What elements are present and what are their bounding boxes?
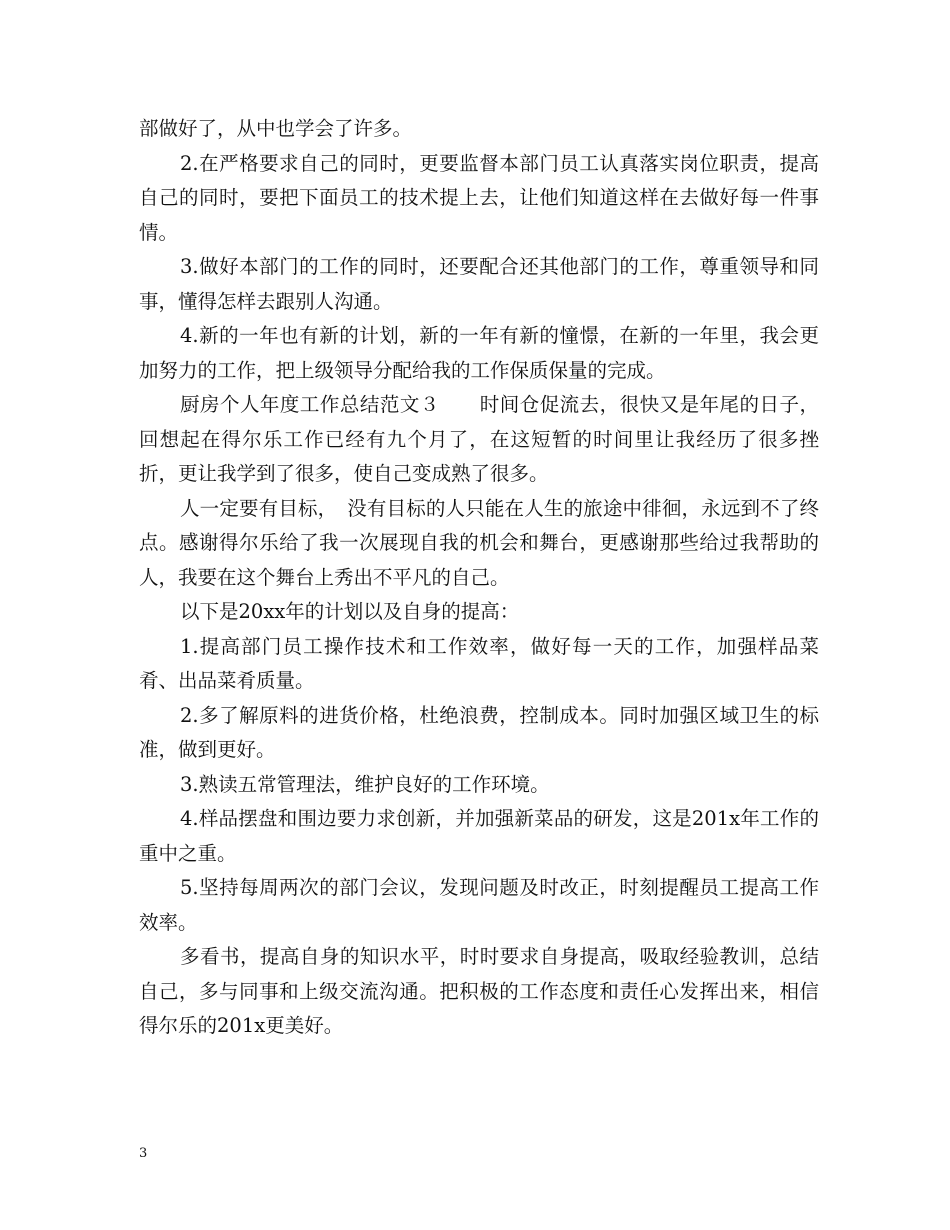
paragraph-4: 4.新的一年也有新的计划，新的一年有新的憧憬，在新的一年里，我会更加努力的工作，把上级领导分配给我的工作保质保量的完成。 [139,324,819,382]
paragraph-12: 5.坚持每周两次的部门会议，发现问题及时改正，时刻提醒员工提高工作效率。 [139,876,819,934]
paragraph-3: 3.做好本部门的工作的同时，还要配合还其他部门的工作，尊重领导和同事，懂得怎样去跟别人沟通。 [139,255,819,313]
paragraph-11: 4.样品摆盘和围边要力求创新，并加强新菜品的研发，这是201x年工作的重中之重。 [139,807,819,865]
page-number: 3 [139,1146,148,1161]
paragraph-2: 2.在严格要求自己的同时，更要监督本部门员工认真落实岗位职责，提高自己的同时，要把下面员工的技术提上去，让他们知道这样在去做好每一件事情。 [139,151,819,244]
paragraph-10: 3.熟读五常管理法，维护良好的工作环境。 [180,772,550,796]
paragraph-9: 2.多了解原料的进货价格，杜绝浪费，控制成本。同时加强区域卫生的标准，做到更好。 [139,703,819,761]
document-body [139,112,819,1044]
paragraph-6: 人一定要有目标， 没有目标的人只能在人生的旅途中徘徊，永远到不了终点。感谢得尔乐给了我一次展现自我的机会和舞台，更感谢那些给过我帮助的人，我要在这个舞台上秀出不平凡的自己。 [139,496,819,589]
paragraph-13: 多看书，提高自身的知识水平，时时要求自身提高，吸取经验教训，总结自己，多与同事和上级交流沟通。把积极的工作态度和责任心发挥出来，相信得尔乐的201x更美好。 [139,945,819,1037]
paragraph-5: 厨房个人年度工作总结范文３ 时间仓促流去，很快又是年尾的日子，回想起在得尔乐工作已经有九个月了，在这短暂的时间里让我经历了很多挫折，更让我学到了很多，使自己变成熟了很多。 [139,393,819,485]
paragraph-7: 以下是20xx年的计划以及自身的提高： [180,600,520,623]
paragraph-1: 部做好了，从中也学会了许多。 [139,117,413,140]
paragraph-8: 1.提高部门员工操作技术和工作效率，做好每一天的工作，加强样品菜肴、出品菜肴质量。 [139,634,819,692]
